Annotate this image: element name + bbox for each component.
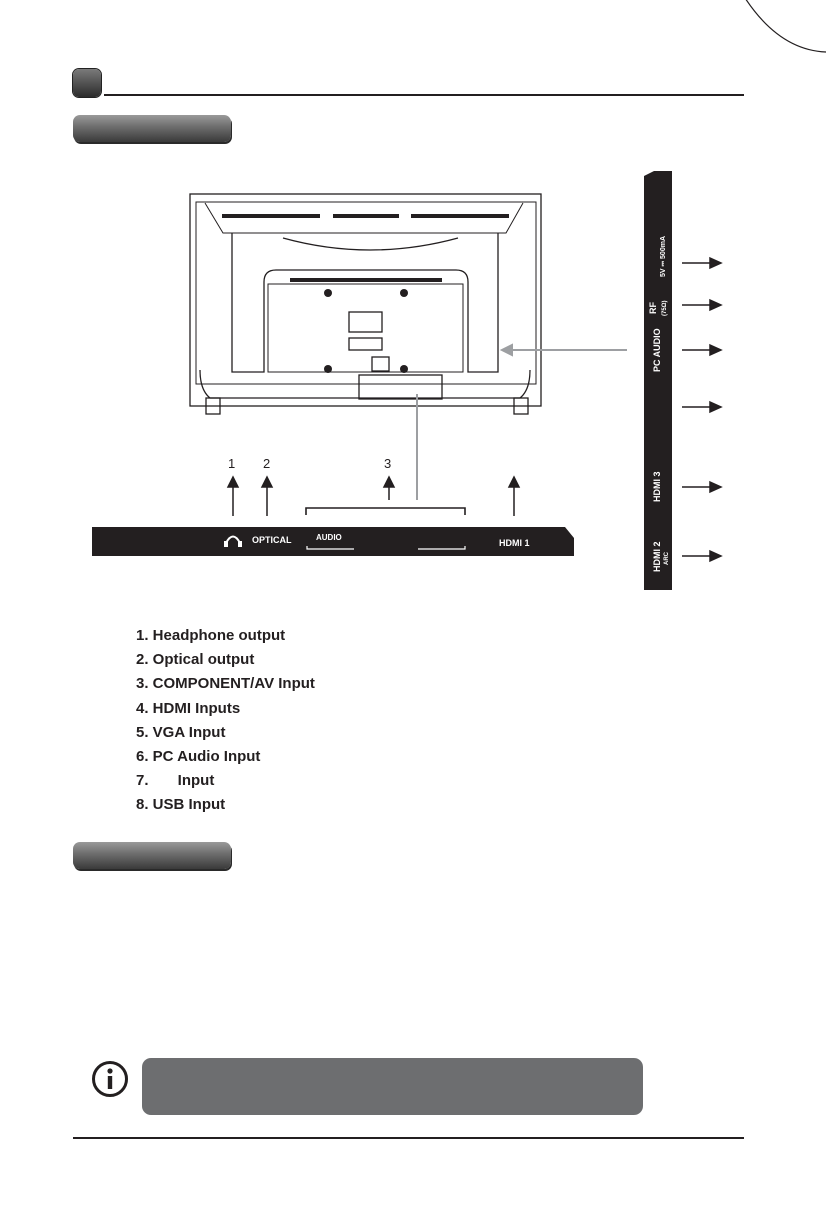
label-rf-ohm: (75Ω) <box>662 300 668 316</box>
info-icon <box>91 1060 129 1098</box>
list-item: 5. VGA Input <box>136 723 226 741</box>
leader-lines <box>417 345 627 500</box>
footer-rule <box>73 1137 744 1139</box>
label-pc-audio: PC AUDIO <box>652 328 662 372</box>
callout-3: 3 <box>384 456 392 471</box>
list-item: 8. USB Input <box>136 796 226 814</box>
tv-top-slots <box>222 214 509 282</box>
port-list <box>136 624 315 818</box>
vesa-holes <box>324 289 408 373</box>
label-rf: RF <box>648 302 658 314</box>
label-usb-power: 5V ⎓ 500mA <box>660 236 667 277</box>
right-arrows <box>682 258 721 561</box>
callout-1: 1 <box>228 456 236 471</box>
subsection-header-pill <box>73 842 231 869</box>
label-hdmi3: HDMI 3 <box>652 471 662 502</box>
up-arrows <box>228 477 519 516</box>
list-item: 7. Input <box>136 772 215 790</box>
list-item: 1. Headphone output <box>136 627 286 644</box>
label-arc: ARC <box>664 552 670 565</box>
list-item: 6. PC Audio Input <box>136 748 261 766</box>
label-hdmi1: HDMI 1 <box>499 538 530 548</box>
label-audio: AUDIO <box>316 533 342 542</box>
list-item: 2. Optical output <box>136 651 255 669</box>
side-port-strip <box>644 171 672 590</box>
list-item: 4. HDMI Inputs <box>136 699 241 717</box>
note-box <box>142 1058 643 1115</box>
list-item: 3. COMPONENT/AV Input <box>136 675 315 693</box>
tv-back-panel <box>190 194 541 414</box>
callout-2: 2 <box>263 456 271 471</box>
label-optical: OPTICAL <box>252 535 292 545</box>
component-bracket <box>306 508 465 515</box>
label-hdmi2: HDMI 2 <box>652 541 662 572</box>
